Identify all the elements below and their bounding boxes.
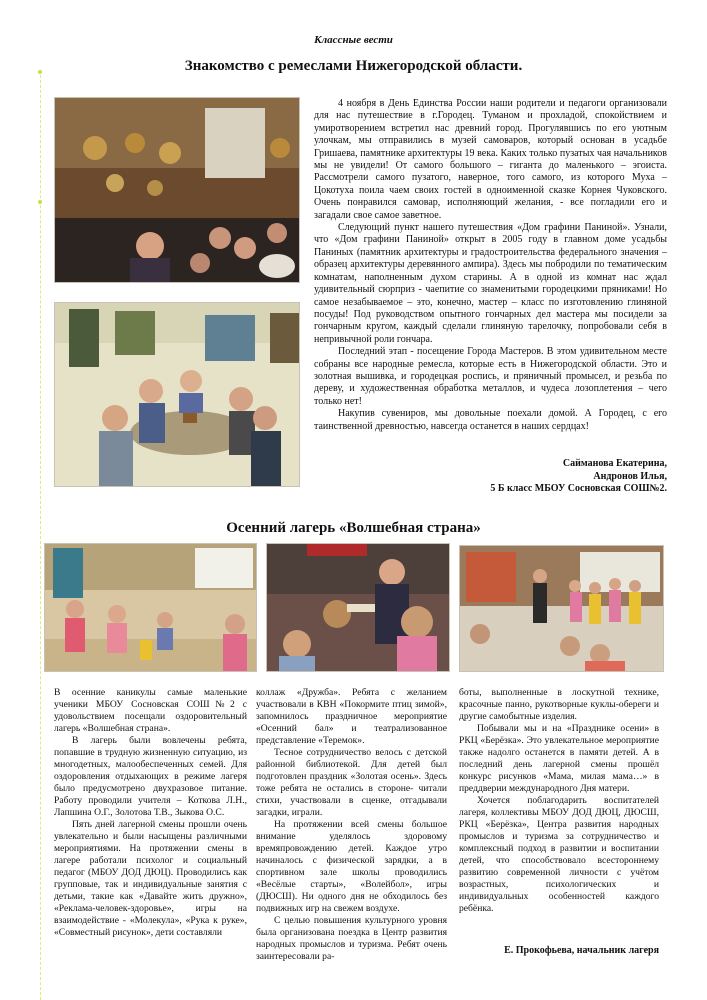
camp-classroom-photo xyxy=(44,543,257,672)
article1-signature xyxy=(314,458,667,496)
article2-paragraph: В осенние каникулы самые маленькие ученики МБОУ Сосновская СОШ№2 с удовольствием посещали оздоровительный лагерь «Волшебная страна». xyxy=(54,687,247,734)
article2-paragraph: С целью повышения культурного уровня была организована поездка в Центр развития народных промыслов и туризма. Ребят очень заинтересовали ра- xyxy=(256,915,447,962)
camp-performance-photo xyxy=(459,545,664,672)
signature-line: Андронов Илья, xyxy=(593,470,667,482)
camp-library-photo xyxy=(266,543,450,672)
article2-column-3 xyxy=(459,687,659,915)
article2-paragraph: коллаж «Дружба». Ребята с желанием участвовали в КВН «Покормите птиц зимой», запомнилось праздничное мероприятие «Осенний бал» и театрализованное представление «Теремок». xyxy=(256,687,447,746)
article1-paragraph: Последний этап - посещение Города Мастеров. В этом удивительном месте собраны все народные ремесла, которые есть в Нижегородской области. Это и золотная вышивка, и городецкая роспись, и пряничный промысел, и резьба по дереву, и художественная обработка металлов, и чудеса лозоплетения – чего только нет! xyxy=(314,346,667,407)
article1-paragraph: Следующий пункт нашего путешествия «Дом графини Паниной». Узнали, что «Дом графини Паниной» открыт в 2005 году в главном доме усадьбы Паниных (памятник архитектуры и градостроительства федерального значения – образец архитектуры деревянного ампира). Здесь мы побродили по тематическим комнатам, наполненным духом старины. А в одной из комнат нас ждал удивительный сюрприз - чаепитие со знаменитыми городецкими пряниками! Но самое незабываемое – это, конечно, мастер – класс по изготовлению глиняной посуды! Под руководством опытного гончарных дел мастера мы посидели за гончарным кругом, каждый сделали глиняную тарелочку, попробовали себя в непривычной роли гончара. xyxy=(314,222,667,345)
article1-paragraph: 4 ноября в День Единства России наши родители и педагоги организовали для нас путешествие в г.Городец. Туманом и прохладой, спокойствием и умиротворением встретил нас древний город. Прогулявшись по его уютным улочкам, мы отправились в музей самоваров, который основан в усадьбе Гришаева, памятнике архитектуры 19 века. Каких только пузатых чая начальников мы не увидели! От самого большого – гиганта до маленького – эгоиста. Рассмотрели самого пузатого, наверное, того самого, из которого Муха – Цокотуха поила чаем своих гостей в одноименной сказке Корнея Чуковского. Очень понравился самовар, исполняющий желания, - все погладили его и загадали свое самое заветное. xyxy=(314,98,667,221)
article1-body xyxy=(314,98,667,433)
article1-title: Знакомство с ремеслами Нижегородской области. xyxy=(184,58,523,74)
article2-paragraph: В лагерь были вовлечены ребята, попавшие в трудную жизненную ситуацию, из многодетных, малообеспеченных семей. Для оздоровления отдыхающих в режиме лагеря было предусмотрено двухразовое питание. Работу проводили учителя – Коткова Л.Н., Лапшина О.Г., Золотова Т.В., Зыкова О.С. xyxy=(54,735,247,818)
tea-party-photo xyxy=(54,302,300,487)
signature-line: Сайманова Екатерина, xyxy=(562,458,667,469)
signature-line: 5 Б класс МБОУ Сосновская СОШ№2. xyxy=(490,483,667,495)
article2-paragraph: Тесное сотрудничество велось с детской районной библиотекой. Для детей был подготовлен праздник «Золотая осень». Здесь тоже ребята не остались в стороне- читали стихи, участвовали в сценке, отгадывали загадки, играли. xyxy=(256,747,447,818)
margin-dot xyxy=(38,200,42,204)
article2-signature: Е. Прокофьева, начальник лагеря xyxy=(504,945,659,956)
article1-paragraph: Накупив сувениров, мы довольные поехали домой. А Городец, с его таинственной древностью, навсегда останется в наших сердцах! xyxy=(314,408,667,432)
article2-paragraph: Побывали мы и на «Празднике осени» в РКЦ «Берёзка». Это увлекательное мероприятие также надолго останется в памяти детей. А в последний день лагерной смены прошёл конкурс рисунков «Мама, милая мама…» в преддверии международного Дня матери. xyxy=(459,723,659,794)
article2-paragraph: боты, выполненные в лоскутной технике, красочные панно, рукотворные куклы-обереги и другие самобытные изделия. xyxy=(459,687,659,722)
samovar-museum-photo xyxy=(54,97,300,283)
article2-paragraph: Хочется поблагодарить воспитателей лагеря, коллективы МБОУ ДОД ДЮЦ, ДЮСШ, РКЦ «Берёзка», Центра развития народных промыслов и туризма за сотрудничество и комплексный подход в развитии и воспитании детей, что способствовало всестороннему развитию современной личности с учётом возрастных, психологических и индивидуальных особенностей каждого ребёнка. xyxy=(459,795,659,914)
article2-paragraph: Пять дней лагерной смены прошли очень увлекательно и были насыщены различными мероприятиями. На протяжении смены в лагере работали психолог и социальный педагог (МБОУ ДОД ДЮЦ). Проводились как групповые, так и индивидуальные занятия с детьми, такие как «Давайте жить дружно», «Реклама-человек-здоровье», игры на взаимодействие - «Молекула», «Рука к руке», «Совместный рисунок», дети составляли xyxy=(54,819,247,938)
article2-paragraph: На протяжении всей смены большое внимание уделялось здоровому времяпровождению детей. Каждое утро начиналось с физической зарядки, а в спортивном зале школы проводились «Весёлые старты», «Волейбол», игры (ДЮСШ). Ни одного дня не обходилось без подвижных игр на свежем воздухе. xyxy=(256,819,447,914)
article2-column-1 xyxy=(54,687,247,939)
article2-title: Осенний лагерь «Волшебная страна» xyxy=(226,520,481,536)
article2-column-2 xyxy=(256,687,447,963)
section-header: Классные вести xyxy=(314,34,393,46)
